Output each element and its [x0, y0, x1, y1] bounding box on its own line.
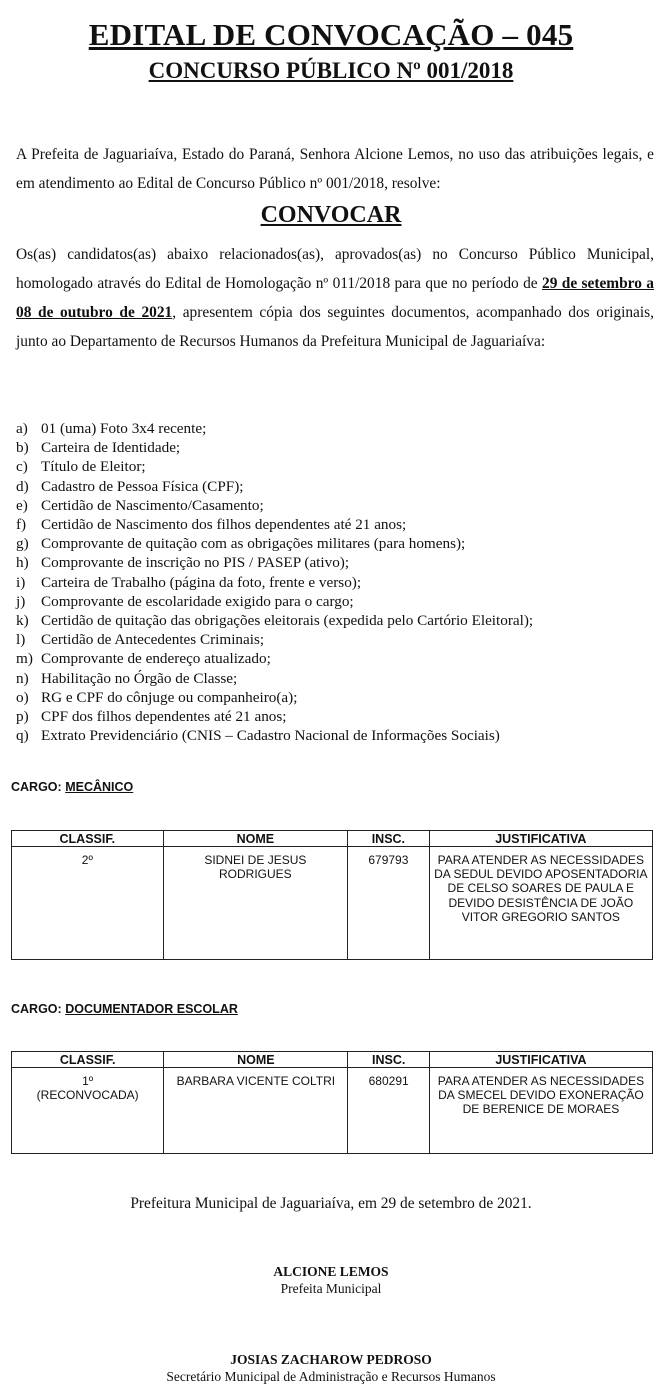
- list-item-text: Extrato Previdenciário (CNIS – Cadastro Nacional de Informações Sociais): [41, 727, 500, 745]
- list-item: [16, 534, 533, 553]
- candidates-table-documentador: [11, 1051, 653, 1154]
- body-text-start: Os(as) candidatos(as) abaixo relacionados(as), aprovados(as) no Concurso Público Municipal, homologado através do Edital de Homologação nº 011/2018 para que no período de: [16, 246, 654, 292]
- header-justificativa: JUSTIFICATIVA: [429, 1052, 652, 1068]
- list-item-text: Certidão de Nascimento dos filhos dependentes até 21 anos;: [41, 516, 407, 534]
- cell-justificativa: PARA ATENDER AS NECESSIDADES DA SMECEL DEVIDO EXONERAÇÃO DE BERENICE DE MORAES: [429, 1068, 652, 1154]
- list-item: [16, 707, 533, 726]
- list-item-letter: e): [16, 496, 28, 514]
- list-item-letter: l): [16, 631, 26, 649]
- cell-insc: 679793: [348, 847, 430, 960]
- header-nome: NOME: [163, 831, 348, 847]
- table-header-row: [12, 831, 653, 847]
- list-item: [16, 611, 533, 630]
- cell-nome: BARBARA VICENTE COLTRI: [164, 1068, 348, 1154]
- list-item-letter: i): [16, 573, 26, 591]
- list-item-letter: h): [16, 554, 29, 572]
- list-item-letter: n): [16, 669, 29, 687]
- list-item: [16, 630, 533, 649]
- cell-nome: SIDNEI DE JESUS RODRIGUES: [163, 847, 348, 960]
- signature-block-prefeita: [0, 1263, 662, 1297]
- intro-paragraph: A Prefeita de Jaguariaíva, Estado do Paraná, Senhora Alcione Lemos, no uso das atribuições legais, e em atendimento ao Edital de Concurso Público nº 001/2018, resolve:: [16, 146, 654, 192]
- cargo-heading-documentador: [11, 1001, 238, 1017]
- list-item-letter: b): [16, 439, 29, 457]
- header-justificativa: JUSTIFICATIVA: [429, 831, 652, 847]
- list-item-text: Habilitação no Órgão de Classe;: [41, 669, 238, 687]
- list-item-letter: j): [16, 592, 26, 610]
- cell-classif: [12, 1068, 164, 1154]
- list-item-text: Certidão de Antecedentes Criminais;: [41, 631, 265, 649]
- signatory-role: Secretário Municipal de Administração e Recursos Humanos: [166, 1369, 496, 1384]
- list-item-text: Comprovante de quitação com as obrigações militares (para homens);: [41, 535, 466, 553]
- list-item-letter: d): [16, 477, 29, 495]
- period-highlight: 29 de setembro a 08 de outubro de 2021: [16, 275, 654, 321]
- list-item-letter: f): [16, 516, 27, 534]
- candidates-table-mecanico: [11, 830, 653, 960]
- signatory-name: ALCIONE LEMOS: [273, 1264, 389, 1279]
- header-nome: NOME: [164, 1052, 348, 1068]
- list-item: [16, 669, 533, 688]
- table-row: [12, 847, 653, 960]
- list-item: [16, 726, 533, 745]
- cell-insc: 680291: [348, 1068, 429, 1154]
- list-item-text: Certidão de Nascimento/Casamento;: [41, 496, 264, 514]
- header-classif: CLASSIF.: [12, 1052, 164, 1068]
- list-item-text: Certidão de quitação das obrigações eleitorais (expedida pelo Cartório Eleitoral);: [41, 612, 534, 630]
- list-item-text: Comprovante de escolaridade exigido para o cargo;: [41, 592, 354, 610]
- cell-justificativa: PARA ATENDER AS NECESSIDADES DA SEDUL DEVIDO APOSENTADORIA DE CELSO SOARES DE PAULA E DEVIDO DESISTÊNCIA DE JOÃO VITOR GREGORIO SANTOS: [429, 847, 652, 960]
- list-item-letter: a): [16, 420, 28, 437]
- list-item-text: Comprovante de inscrição no PIS / PASEP (ativo);: [41, 554, 350, 572]
- list-item-letter: m): [16, 650, 33, 668]
- list-item-letter: p): [16, 708, 29, 726]
- edital-subtitle: CONCURSO PÚBLICO Nº 001/2018: [148, 58, 514, 83]
- list-item-text: Título de Eleitor;: [41, 458, 146, 476]
- list-item-text: RG e CPF do cônjuge ou companheiro(a);: [41, 688, 298, 706]
- list-item-letter: k): [16, 612, 29, 630]
- cargo-heading-mecanico: [11, 779, 133, 795]
- cell-classif: 2º: [12, 847, 164, 960]
- list-item-text: 01 (uma) Foto 3x4 recente;: [41, 420, 207, 437]
- list-item-letter: q): [16, 727, 29, 745]
- list-item: [16, 419, 533, 438]
- list-item: [16, 477, 533, 496]
- list-item: [16, 573, 533, 592]
- cargo-label: CARGO:: [11, 1002, 62, 1016]
- list-item-text: CPF dos filhos dependentes até 21 anos;: [41, 708, 287, 726]
- list-item-text: Carteira de Identidade;: [41, 439, 181, 457]
- header-classif: CLASSIF.: [12, 831, 164, 847]
- signatory-role: Prefeita Municipal: [280, 1281, 382, 1296]
- list-item-text: Cadastro de Pessoa Física (CPF);: [41, 477, 244, 495]
- body-paragraph: [16, 240, 654, 356]
- list-item: [16, 496, 533, 515]
- edital-title: EDITAL DE CONVOCAÇÃO – 045: [88, 17, 574, 52]
- cargo-name: MECÂNICO: [65, 780, 134, 794]
- header-insc: INSC.: [348, 1052, 429, 1068]
- signatory-name: JOSIAS ZACHAROW PEDROSO: [230, 1352, 432, 1367]
- document-list: [16, 419, 533, 745]
- list-item-text: Carteira de Trabalho (página da foto, frente e verso);: [41, 573, 362, 591]
- convocar-heading: CONVOCAR: [260, 202, 402, 228]
- header-insc: INSC.: [348, 831, 430, 847]
- body-text-end: , apresentem cópia dos seguintes documentos, acompanhado dos originais, junto ao Departamento de Recursos Humanos da Prefeitura Municipal de Jaguariaíva:: [16, 304, 654, 350]
- list-item: [16, 553, 533, 572]
- place-date: Prefeitura Municipal de Jaguariaíva, em 29 de setembro de 2021.: [130, 1195, 532, 1212]
- list-item-letter: o): [16, 688, 29, 706]
- table-header-row: [12, 1052, 653, 1068]
- cargo-name: DOCUMENTADOR ESCOLAR: [65, 1002, 238, 1016]
- classif-note: (RECONVOCADA): [36, 1088, 139, 1103]
- list-item-letter: g): [16, 535, 29, 553]
- list-item: [16, 457, 533, 476]
- cargo-label: CARGO:: [11, 780, 62, 794]
- signature-block-secretario: [0, 1351, 662, 1385]
- list-item: [16, 649, 533, 668]
- list-item: [16, 438, 533, 457]
- list-item-letter: c): [16, 458, 28, 476]
- list-item: [16, 592, 533, 611]
- classif-value: 1º: [82, 1074, 94, 1088]
- list-item: [16, 688, 533, 707]
- list-item: [16, 515, 533, 534]
- list-item-text: Comprovante de endereço atualizado;: [41, 650, 271, 668]
- table-row: [12, 1068, 653, 1154]
